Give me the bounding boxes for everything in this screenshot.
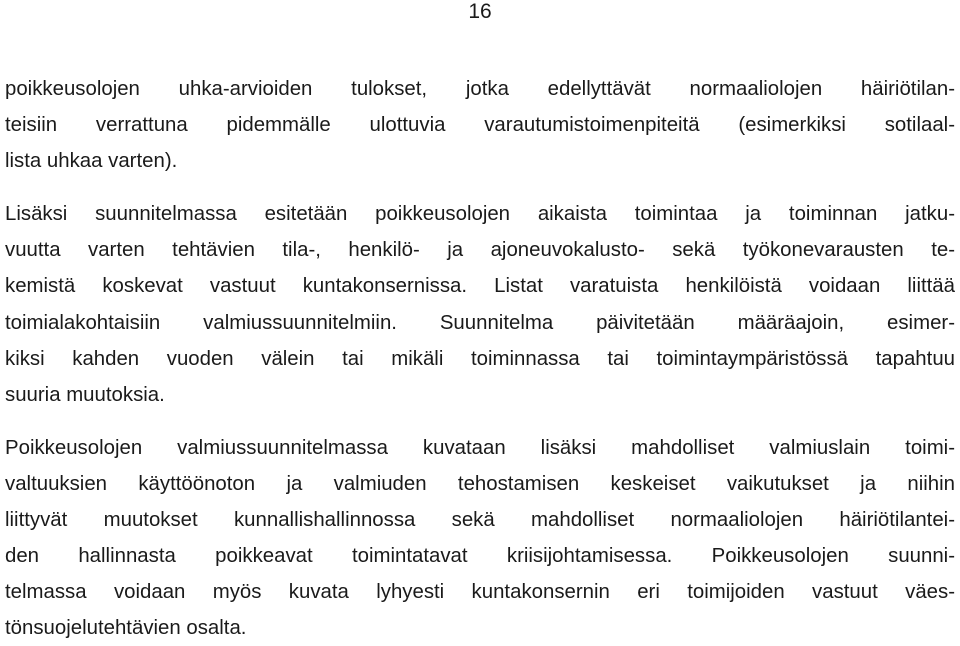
- text-line: valtuuksien käyttöönoton ja valmiuden tehostamisen keskeiset vaikutukset ja niihin: [5, 472, 955, 495]
- text-line: den hallinnasta poikkeavat toimintatavat kriisijohtamisessa. Poikkeusolojen suunni-: [5, 545, 955, 568]
- text-line: telmassa voidaan myös kuvata lyhyesti kuntakonsernin eri toimijoiden vastuut väes-: [5, 581, 955, 604]
- paragraph-2: [5, 196, 955, 413]
- text-line: toimialakohtaisiin valmiussuunnitelmiin. Suunnitelma päivitetään määräajoin, esimer-: [5, 311, 955, 334]
- text-line: vuutta varten tehtävien tila-, henkilö- ja ajoneuvokalusto- sekä työkonevarausten te-: [5, 239, 955, 262]
- text-line: Poikkeusolojen valmiussuunnitelmassa kuvataan lisäksi mahdolliset valmiuslain toimi-: [5, 436, 955, 459]
- document-body: [5, 71, 955, 646]
- text-line: tönsuojelutehtävien osalta.: [5, 617, 247, 640]
- text-line: lista uhkaa varten).: [5, 150, 178, 173]
- paragraph-1: [5, 71, 955, 179]
- paragraph-3: [5, 430, 955, 646]
- text-line: liittyvät muutokset kunnallishallinnossa sekä mahdolliset normaaliolojen häiriötilantei-: [5, 509, 955, 532]
- text-line: poikkeusolojen uhka-arvioiden tulokset, jotka edellyttävät normaaliolojen häiriötilan-: [5, 78, 955, 100]
- page-number: 16: [468, 0, 492, 23]
- text-line: kiksi kahden vuoden välein tai mikäli toiminnassa tai toimintaympäristössä tapahtuu: [5, 347, 955, 370]
- text-line: teisiin verrattuna pidemmälle ulottuvia varautumistoimenpiteitä (esimerkiksi sotilaal-: [5, 114, 955, 137]
- text-line: suuria muutoksia.: [5, 383, 165, 406]
- text-line: kemistä koskevat vastuut kuntakonsernissa. Listat varatuista henkilöistä voidaan liittää: [5, 275, 955, 298]
- text-line: Lisäksi suunnitelmassa esitetään poikkeusolojen aikaista toimintaa ja toiminnan jatku-: [5, 203, 955, 226]
